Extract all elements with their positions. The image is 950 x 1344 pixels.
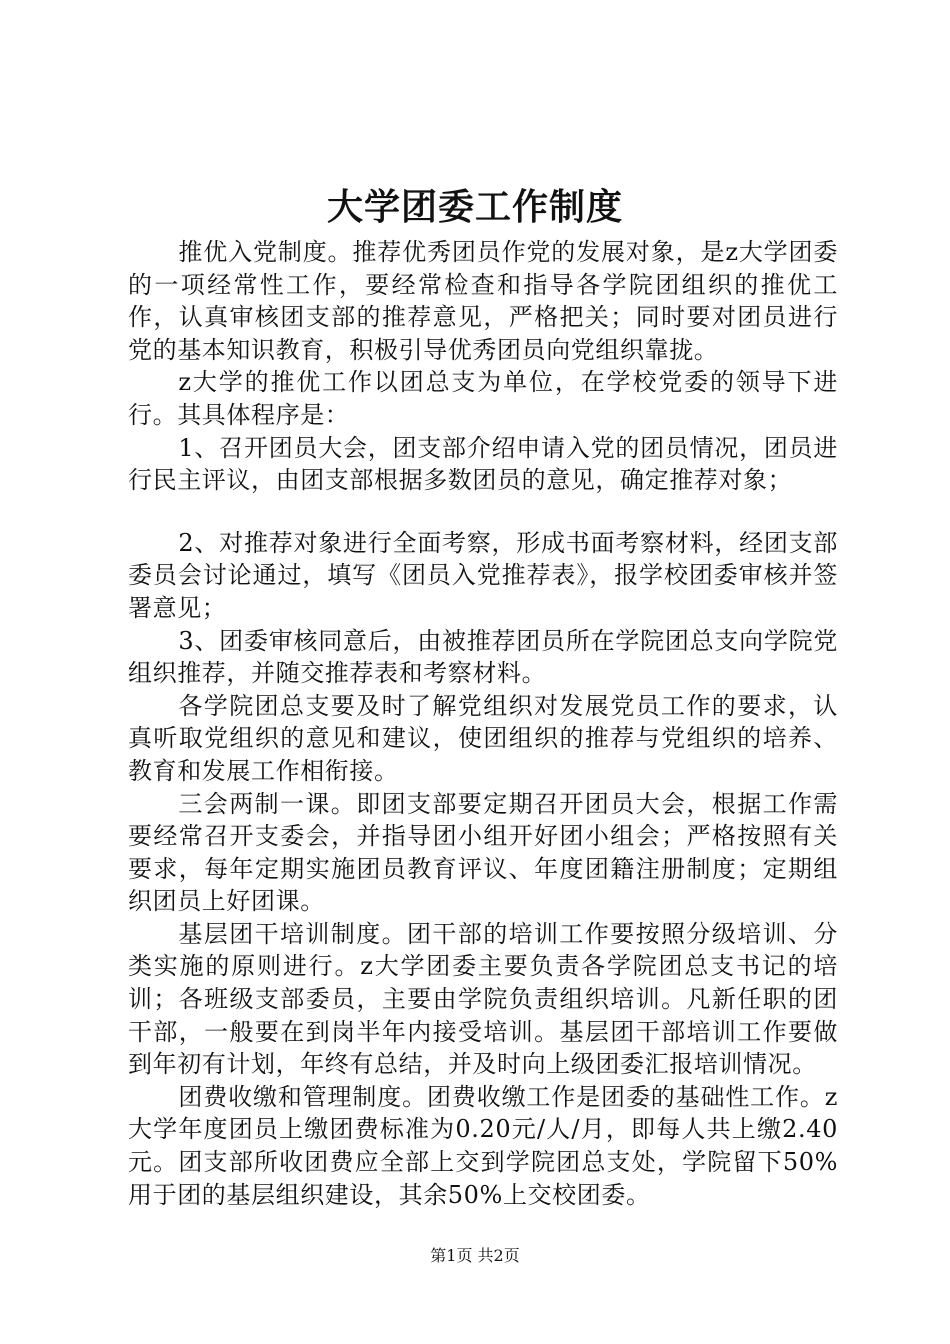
paragraph-step-2: 2、对推荐对象进行全面考察，形成书面考察材料，经团支部委员会讨论通过，填写《团员入党推荐表》，报学校团委审核并签署意见； — [128, 528, 838, 622]
paragraph-branch-duty: 各学院团总支要及时了解党组织对发展党员工作的要求，认真听取党组织的意见和建议，使团组织的推荐与党组织的培养、教育和发展工作相衔接。 — [128, 691, 838, 785]
paragraph-dues: 团费收缴和管理制度。团费收缴工作是团委的基础性工作。z大学年度团员上缴团费标准为0.20元/人/月，即每人共上缴2.40元。团支部所收团费应全部上交到学院团总支处，学院留下50%用于团的基层组织建设，其余50%上交校团委。 — [128, 1082, 838, 1209]
paragraph-recommend-procedure: z大学的推优工作以团总支为单位，在学校党委的领导下进行。其具体程序是： — [128, 368, 838, 429]
paragraph-three-meetings: 三会两制一课。即团支部要定期召开团员大会，根据工作需要经常召开支委会，并指导团小组开好团小组会；严格按照有关要求，每年定期实施团员教育评议、年度团籍注册制度；定期组织团员上好团课。 — [128, 789, 838, 916]
page-number: 第1页 共2页 — [430, 1246, 520, 1265]
paragraph-step-1: 1、召开团员大会，团支部介绍申请入党的团员情况，团员进行民主评议，由团支部根据多数团员的意见，确定推荐对象； — [128, 433, 838, 495]
paragraph-recommend-party: 推优入党制度。推荐优秀团员作党的发展对象，是z大学团委的一项经常性工作，要经常检查和指导各学院团组织的推优工作，认真审核团支部的推荐意见，严格把关；同时要对团员进行党的基本知识教育，积极引导优秀团员向党组织靠拢。 — [128, 238, 838, 364]
document-body — [128, 236, 838, 1211]
paragraph-step-3: 3、团委审核同意后，由被推荐团员所在学院团总支向学院党组织推荐，并随交推荐表和考察材料。 — [128, 626, 838, 688]
document-title: 大学团委工作制度 — [326, 186, 623, 228]
paragraph-cadre-training: 基层团干培训制度。团干部的培训工作要按照分级培训、分类实施的原则进行。z大学团委主要负责各学院团总支书记的培训；各班级支部委员，主要由学院负责组织培训。凡新任职的团干部，一般要在到岗半年内接受培训。基层团干部培训工作要做到年初有计划，年终有总结，并及时向上级团委汇报培训情况。 — [128, 919, 838, 1079]
